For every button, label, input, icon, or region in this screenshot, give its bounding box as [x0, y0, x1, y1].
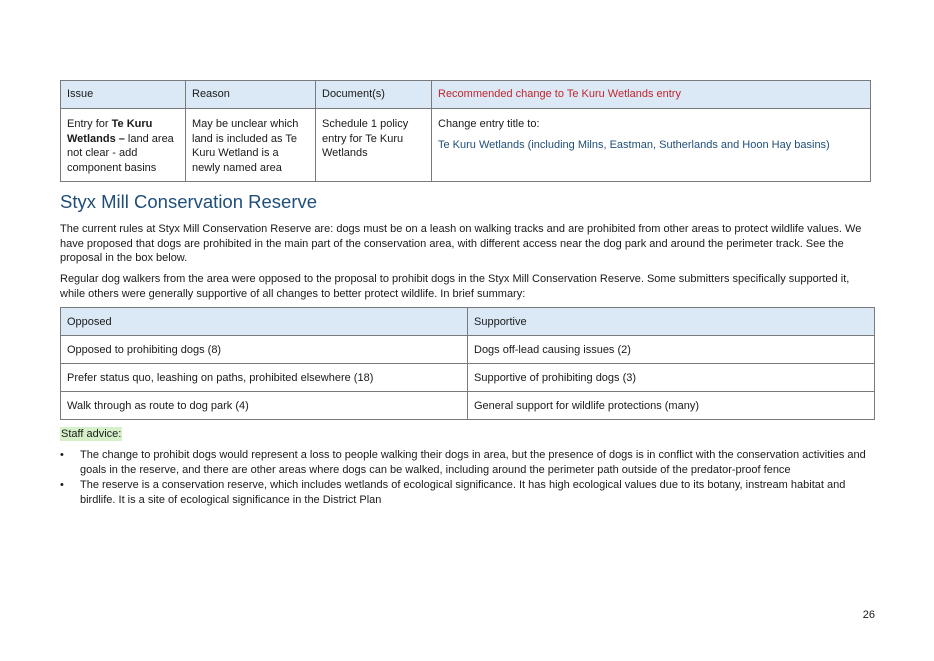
issue-table-header-row [61, 81, 871, 109]
page-number: 26 [862, 609, 875, 621]
issue-rest: land area not clear - add component basins [67, 132, 174, 174]
list-item [60, 478, 875, 507]
issue-bold: Te Kuru Wetlands – [67, 118, 153, 145]
table-row [61, 392, 875, 420]
cell-reason: May be unclear which land is included as Te Kuru Wetland is a newly named area [186, 109, 316, 182]
header-recommended-change: Recommended change to Te Kuru Wetlands entry [432, 81, 871, 109]
table-row [61, 336, 875, 364]
staff-advice-list [60, 448, 875, 508]
change-line-2: Te Kuru Wetlands (including Milns, Eastman, Sutherlands and Hoon Hay basins) [438, 138, 830, 151]
paragraph-submitters: Regular dog walkers from the area were opposed to the proposal to prohibit dogs in the Styx Mill Conservation Reserve. Some submitters specifically supported it, while others were generally supportive of all changes to better protect wildlife. In brief summary: [60, 273, 850, 300]
bullet-icon: • [60, 479, 64, 491]
issue-table [60, 80, 871, 182]
cell-supportive: Supportive of prohibiting dogs (3) [468, 364, 875, 392]
cell-supportive: General support for wildlife protections (many) [468, 392, 875, 420]
paragraph-current-rules: The current rules at Styx Mill Conservation Reserve are: dogs must be on a leash on walking tracks and are prohibited from other areas to protect wildlife values. We have proposed that dogs are prohibited in the main part of the conservation area, with different access near the dog park and around the perimeter track. See the proposal in the box below. [60, 223, 862, 264]
issue-prefix: Entry for [67, 118, 112, 130]
change-line-1: Change entry title to: [438, 118, 540, 130]
cell-opposed: Prefer status quo, leashing on paths, prohibited elsewhere (18) [61, 364, 468, 392]
bullet-icon: • [60, 449, 64, 461]
header-documents: Document(s) [316, 81, 432, 109]
cell-supportive: Dogs off-lead causing issues (2) [468, 336, 875, 364]
summary-table [60, 307, 875, 420]
header-reason: Reason [186, 81, 316, 109]
list-item-text: The reserve is a conservation reserve, which includes wetlands of ecological significance. It has high ecological values due to its botany, instream habitat and birdlife. It is a site of ecological significance in the District Plan [80, 479, 846, 506]
cell-recommended-change [432, 109, 871, 182]
table-row [61, 364, 875, 392]
list-item [60, 448, 875, 477]
header-opposed: Opposed [61, 308, 468, 336]
cell-opposed: Opposed to prohibiting dogs (8) [61, 336, 468, 364]
issue-table-row [61, 109, 871, 182]
cell-opposed: Walk through as route to dog park (4) [61, 392, 468, 420]
cell-documents: Schedule 1 policy entry for Te Kuru Wetlands [316, 109, 432, 182]
list-item-text: The change to prohibit dogs would represent a loss to people walking their dogs in area, but the presence of dogs is in conflict with the conservation activities and goals in the reserve, and there are other areas where dogs can be walked, including around the perimeter path outside of the predator-proof fence [80, 449, 866, 476]
summary-table-header-row [61, 308, 875, 336]
header-issue: Issue [61, 81, 186, 109]
cell-issue [61, 109, 186, 182]
section-heading: Styx Mill Conservation Reserve [60, 191, 318, 212]
staff-advice-label: Staff advice: [61, 428, 122, 440]
header-supportive: Supportive [468, 308, 875, 336]
